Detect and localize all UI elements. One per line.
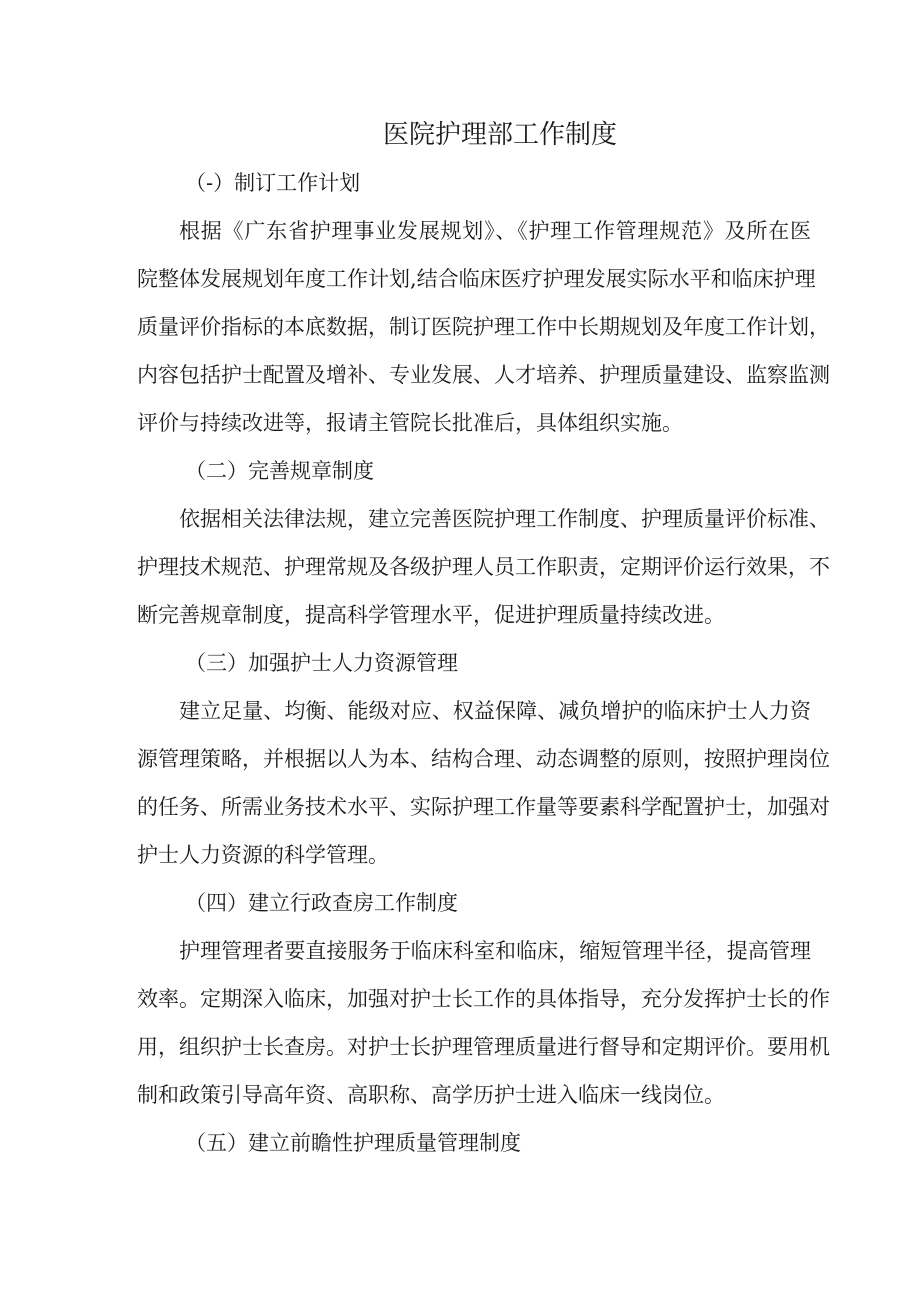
paragraph-line: 依据相关法律法规，建立完善医院护理工作制度、护理质量评价标准、: [179, 507, 830, 531]
paragraph-line: 断完善规章制度，提高科学管理水平，促进护理质量持续改进。: [137, 603, 725, 627]
document-body: [137, 159, 830, 1167]
section-heading: （四）建立行政查房工作制度: [185, 891, 458, 915]
paragraph-line: 护理管理者要直接服务于临床科室和临床，缩短管理半径，提高管理: [179, 939, 811, 963]
paragraph-line: 评价与持续改进等，报请主管院长批准后，具体组织实施。: [137, 411, 683, 435]
section-heading: （五）建立前瞻性护理质量管理制度: [185, 1131, 521, 1155]
paragraph-line: 根据《广东省护理事业发展规划》、《护理工作管理规范》及所在医: [179, 219, 811, 243]
paragraph-line: 护士人力资源的科学管理。: [137, 843, 389, 867]
paragraph-line: 护理技术规范、护理常规及各级护理人员工作职责，定期评价运行效果，不: [137, 555, 830, 579]
paragraph-line: 的任务、所需业务技术水平、实际护理工作量等要素科学配置护士，加强对: [137, 795, 830, 819]
section-heading: （-）制订工作计划: [185, 171, 361, 195]
section-heading: （三）加强护士人力资源管理: [185, 651, 458, 675]
paragraph-line: 质量评价指标的本底数据，制订医院护理工作中长期规划及年度工作计划，: [137, 315, 830, 339]
paragraph-line: 内容包括护士配置及增补、专业发展、人才培养、护理质量建设、监察监测: [137, 363, 830, 387]
paragraph-line: 院整体发展规划年度工作计划,结合临床医疗护理发展实际水平和临床护理: [137, 267, 816, 291]
paragraph-line: 源管理策略，并根据以人为本、结构合理、动态调整的原则，按照护理岗位: [137, 747, 830, 771]
section-heading: （二）完善规章制度: [185, 459, 374, 483]
paragraph-line: 建立足量、均衡、能级对应、权益保障、减负增护的临床护士人力资: [179, 699, 811, 723]
paragraph-line: 效率。定期深入临床，加强对护士长工作的具体指导，充分发挥护士长的作: [137, 987, 830, 1011]
paragraph-line: 制和政策引导高年资、高职称、高学历护士进入临床一线岗位。: [137, 1083, 725, 1107]
paragraph-line: 用，组织护士长查房。对护士长护理管理质量进行督导和定期评价。要用机: [137, 1035, 830, 1059]
document-title: 医院护理部工作制度: [382, 120, 617, 150]
